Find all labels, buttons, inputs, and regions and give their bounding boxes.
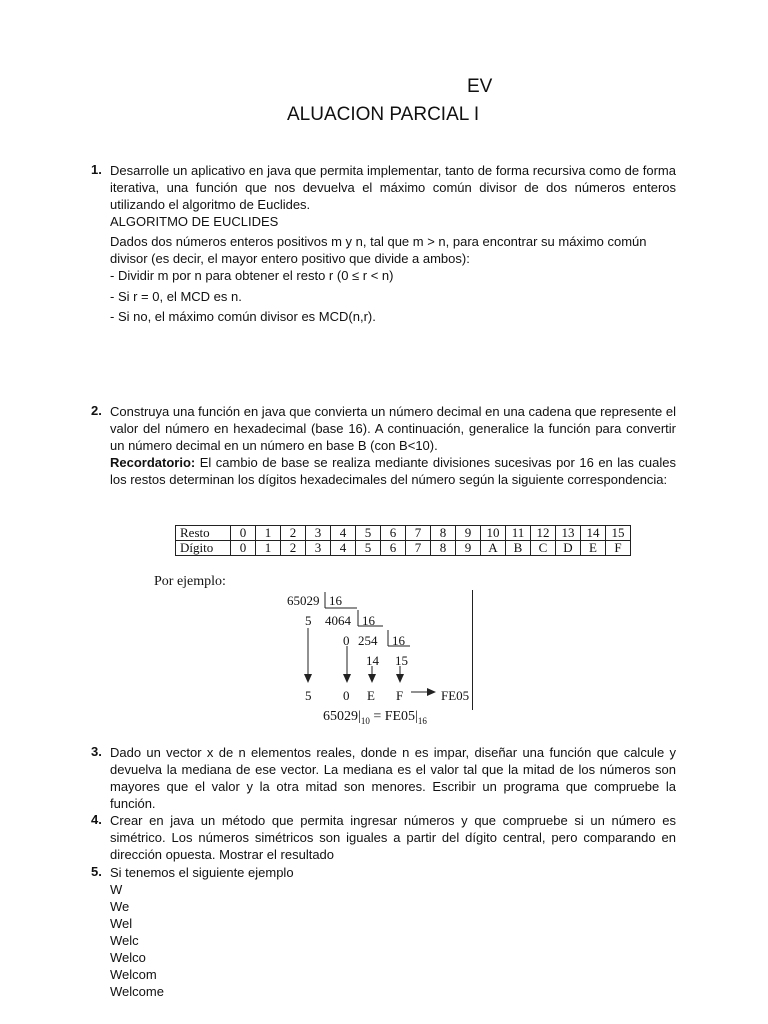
- table-cell: 8: [431, 541, 456, 556]
- q4-number: 4.: [91, 812, 102, 827]
- q1-line-a: Dados dos números enteros positivos m y n, tal que m > n, para encontrar su máximo común: [110, 234, 647, 249]
- q1-number: 1.: [91, 162, 102, 177]
- table-cell: 1: [256, 541, 281, 556]
- table-cell: 3: [306, 541, 331, 556]
- eq-mid: = FE05|: [369, 709, 418, 724]
- title-line-2: ALUACION PARCIAL I: [287, 104, 480, 125]
- table-cell: E: [581, 541, 606, 556]
- list-item: Welcome: [110, 984, 164, 999]
- q1-subtitle: ALGORITMO DE EUCLIDES: [110, 214, 279, 229]
- q2-text: Construya una función en java que convierta un número decimal en una cadena que represente el valor del número en hexadecimal (base 16). A continuación, generalice la función para convertir un número decimal en un número en base B (con B<10).: [110, 404, 676, 453]
- q5-text: Si tenemos el siguiente ejemplo: [110, 865, 294, 880]
- table-cell: 11: [506, 526, 531, 541]
- list-item: Welcom: [110, 967, 157, 982]
- ex-out-3: E: [367, 688, 375, 703]
- list-item: Welco: [110, 950, 146, 965]
- table-cell: 0: [231, 526, 256, 541]
- ex-r1: 5: [305, 613, 312, 628]
- table-cell: 15: [606, 526, 631, 541]
- ex-out-1: 5: [305, 688, 312, 703]
- q3-number: 3.: [91, 744, 102, 759]
- ex-q3: 15: [395, 653, 408, 668]
- table-cell: 7: [406, 526, 431, 541]
- ex-out-4: F: [396, 688, 404, 703]
- ex-d1: 16: [329, 593, 342, 608]
- base-correspondence-table: [175, 525, 631, 556]
- table-cell: 2: [281, 526, 306, 541]
- ex-n2: 4064: [325, 613, 351, 628]
- ex-n1: 65029: [287, 593, 320, 608]
- table-cell: 1: [256, 526, 281, 541]
- ex-r3: 14: [366, 653, 379, 668]
- table-cell: C: [531, 541, 556, 556]
- table-cell: 5: [356, 526, 381, 541]
- ex-n3: 254: [358, 633, 378, 648]
- arrow-right-icon: [427, 688, 436, 696]
- arrow-down-icon: [396, 674, 404, 683]
- q2-number: 2.: [91, 403, 102, 418]
- table-cell: 9: [456, 526, 481, 541]
- table-cell: B: [506, 541, 531, 556]
- eq-sub-10: 10: [360, 715, 370, 726]
- q1-line-b: divisor (es decir, el mayor entero positivo que divide a ambos):: [110, 251, 470, 266]
- table-cell: 3: [306, 526, 331, 541]
- example-divider: [472, 590, 473, 710]
- ex-d3: 16: [392, 633, 405, 648]
- arrow-down-icon: [304, 674, 312, 683]
- q2-reminder: [110, 454, 676, 488]
- table-cell: 4: [331, 526, 356, 541]
- q2-reminder-label: Recordatorio:: [110, 455, 196, 470]
- table-cell: 9: [456, 541, 481, 556]
- table-row-label: Dígito: [176, 541, 231, 556]
- eq-left: 65029|: [323, 709, 361, 724]
- table-cell: F: [606, 541, 631, 556]
- ex-equation: [323, 709, 427, 726]
- table-cell: 14: [581, 526, 606, 541]
- table-cell: 4: [331, 541, 356, 556]
- q1-step-3: - Si no, el máximo común divisor es MCD(n,r).: [110, 309, 376, 324]
- ex-result: FE05: [441, 688, 470, 703]
- q2-reminder-text: El cambio de base se realiza mediante divisiones sucesivas por 16 en las cuales los restos determinan los dígitos hexadecimales del número según la siguiente correspondencia:: [110, 455, 676, 487]
- ex-r2: 0: [343, 633, 350, 648]
- list-item: We: [110, 899, 130, 914]
- q3-text: Dado un vector x de n elementos reales, donde n es impar, diseñar una función que calcule y devuelva la mediana de ese vector. La mediana es el valor tal que la mitad de los números son mayores que el valor y la otra mitad son menores. Escribir un programa que compruebe la función.: [110, 745, 676, 811]
- q1-step-1: - Dividir m por n para obtener el resto r (0 ≤ r < n): [110, 268, 394, 283]
- q1-text: Desarrolle un aplicativo en java que permita implementar, tanto de forma recursiva como de forma iterativa, una función que nos devuelva el máximo común divisor de dos números enteros utilizando el algoritmo de Euclides.: [110, 163, 676, 212]
- table-cell: 13: [556, 526, 581, 541]
- table-cell: A: [481, 541, 506, 556]
- table-cell: 6: [381, 541, 406, 556]
- table-cell: 5: [356, 541, 381, 556]
- ex-d2: 16: [362, 613, 375, 628]
- table-row-resto: [176, 526, 631, 541]
- q4-text: Crear en java un método que permita ingresar números y que compruebe si un número es simétrico. Los números simétricos son iguales a partir del dígito central, pero comparando en dirección opuesta. Mostrar el resultado: [110, 813, 676, 862]
- list-item: Wel: [110, 916, 133, 931]
- table-cell: 2: [281, 541, 306, 556]
- table-cell: 7: [406, 541, 431, 556]
- arrow-down-icon: [368, 674, 376, 683]
- list-item: W: [110, 882, 123, 897]
- arrow-down-icon: [343, 674, 351, 683]
- list-item: Welc: [110, 933, 139, 948]
- table-row-label: Resto: [176, 526, 231, 541]
- ex-out-2: 0: [343, 688, 350, 703]
- q1-step-2: - Si r = 0, el MCD es n.: [110, 289, 242, 304]
- eq-sub-16: 16: [417, 715, 427, 726]
- table-row-digito: [176, 541, 631, 556]
- q5-number: 5.: [91, 864, 102, 879]
- table-cell: 10: [481, 526, 506, 541]
- table-cell: 0: [231, 541, 256, 556]
- division-diagram: [295, 588, 465, 698]
- table-cell: 12: [531, 526, 556, 541]
- table-cell: 6: [381, 526, 406, 541]
- table-cell: 8: [431, 526, 456, 541]
- title-line-1: EV: [467, 76, 493, 97]
- table-cell: D: [556, 541, 581, 556]
- example-label: Por ejemplo:: [154, 574, 226, 589]
